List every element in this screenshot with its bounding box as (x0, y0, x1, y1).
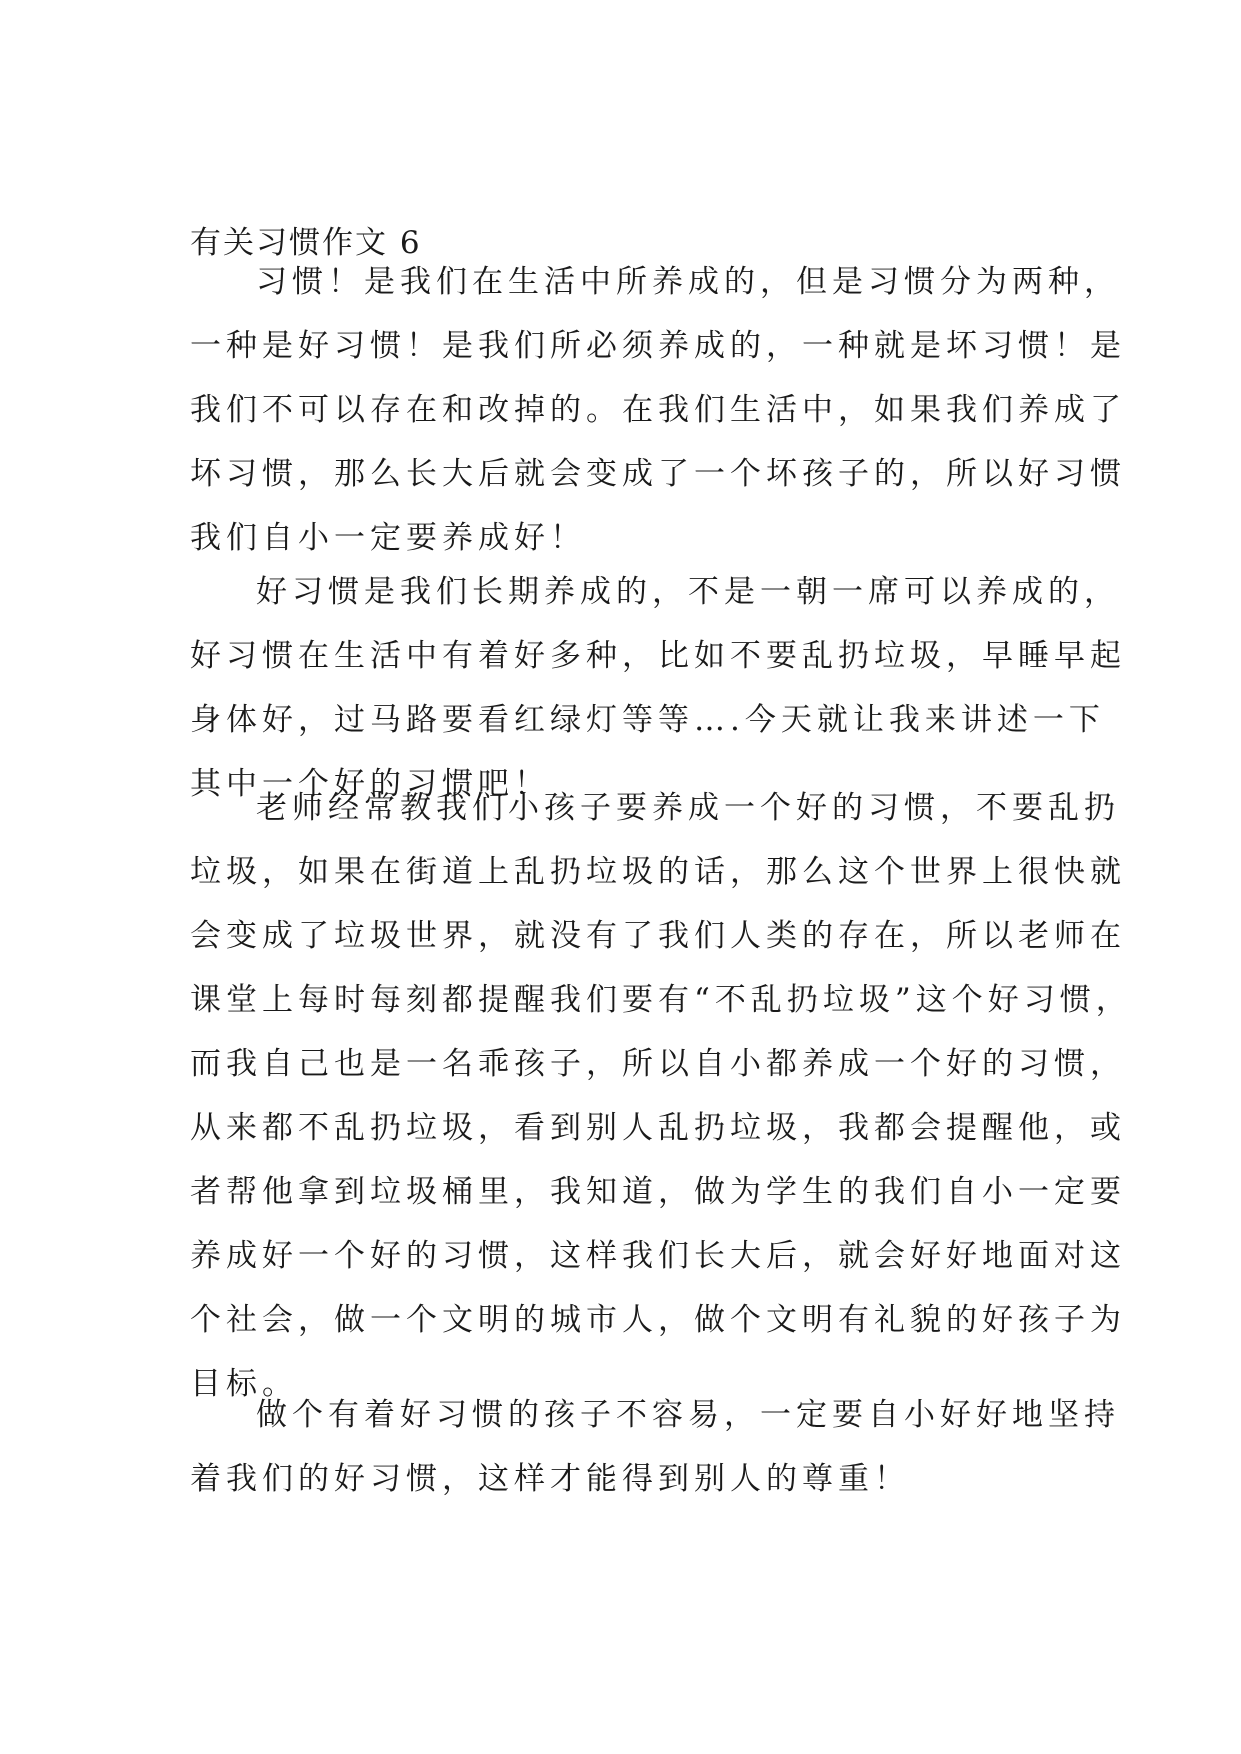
paragraph-line: 坏习惯，那么长大后就会变成了一个坏孩子的，所以好习惯 (190, 456, 1126, 492)
paragraph-line: 我们自小一定要养成好！ (190, 520, 586, 556)
paragraph-line: 从来都不乱扔垃圾，看到别人乱扔垃圾，我都会提醒他，或 (190, 1110, 1126, 1146)
paragraph-line: 我们不可以存在和改掉的。在我们生活中，如果我们养成了 (190, 392, 1126, 428)
paragraph-line: 垃圾，如果在街道上乱扔垃圾的话，那么这个世界上很快就 (190, 854, 1126, 890)
paragraph-line: 好习惯在生活中有着好多种，比如不要乱扔垃圾，早睡早起 (190, 638, 1126, 674)
paragraph-line: 而我自己也是一名乖孩子，所以自小都养成一个好的习惯， (190, 1046, 1126, 1082)
paragraph-3 (190, 776, 1132, 1416)
paragraph-line: 养成好一个好的习惯，这样我们长大后，就会好好地面对这 (190, 1238, 1126, 1274)
paragraph-line: 习惯！是我们在生活中所养成的，但是习惯分为两种， (256, 264, 1120, 300)
paragraph-line: 会变成了垃圾世界，就没有了我们人类的存在，所以老师在 (190, 918, 1126, 954)
paragraph-line: 做个有着好习惯的孩子不容易，一定要自小好好地坚持 (256, 1397, 1120, 1433)
paragraph-line: 好习惯是我们长期养成的，不是一朝一席可以养成的， (256, 574, 1120, 610)
paragraph-line: 个社会，做一个文明的城市人，做个文明有礼貌的好孩子为 (190, 1302, 1126, 1338)
paragraph-line: 课堂上每时每刻都提醒我们要有“不乱扔垃圾”这个好习惯， (190, 982, 1132, 1018)
paragraph-line: 者帮他拿到垃圾桶里，我知道，做为学生的我们自小一定要 (190, 1174, 1126, 1210)
paragraph-1 (190, 250, 1126, 570)
paragraph-line: 一种是好习惯！是我们所必须养成的，一种就是坏习惯！是 (190, 328, 1126, 364)
paragraph-line: 身体好，过马路要看红绿灯等等….今天就让我来讲述一下 (190, 702, 1105, 738)
paragraph-line: 老师经常教我们小孩子要养成一个好的习惯，不要乱扔 (256, 790, 1120, 826)
paragraph-4 (190, 1383, 1120, 1511)
paragraph-line: 目标。 (190, 1366, 298, 1402)
document-title: 有关习惯作文 6 (190, 225, 422, 261)
paragraph-line: 着我们的好习惯，这样才能得到别人的尊重！ (190, 1461, 910, 1497)
paragraph-line: 其中一个好的习惯吧！ (190, 766, 550, 802)
